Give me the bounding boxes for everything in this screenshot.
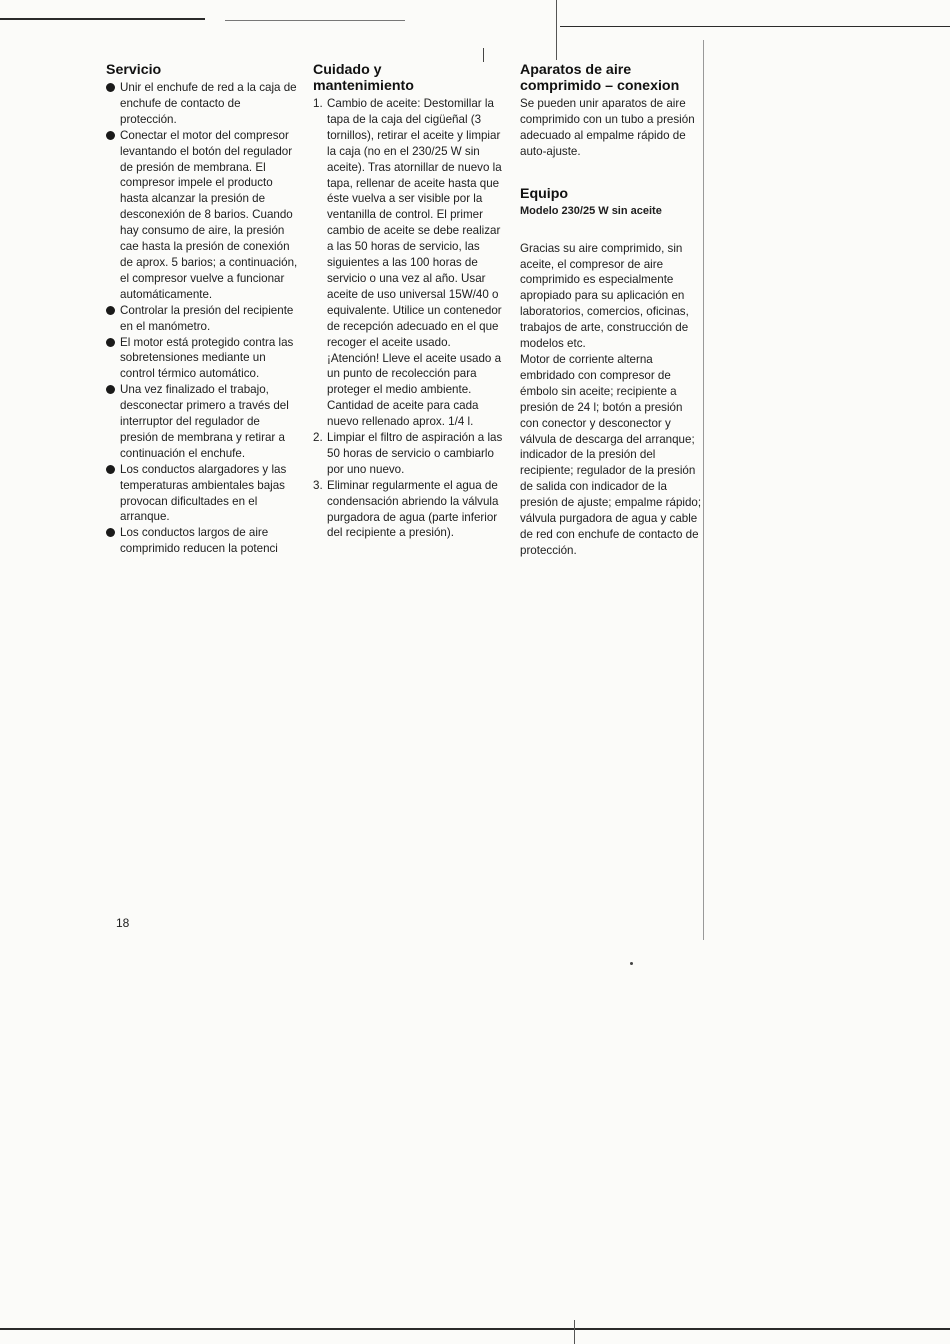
- bullet-icon: [106, 83, 115, 92]
- bullet-icon: [106, 131, 115, 140]
- fold-line-bottom: [574, 1320, 575, 1344]
- equipo-heading: Equipo: [520, 185, 569, 202]
- list-item: Unir el enchufe de red a la caja de enchufe de contacto de protección.: [106, 80, 298, 128]
- bullet-icon: [106, 385, 115, 394]
- list-item: Conectar el motor del compresor levantando el botón del regulador de presión de membrana. El compresor impele el producto hasta alcanzar la presión de desconexión de 8 barios. Cuando hay consumo de aire, la presión cae hasta la presión de conexión de aprox. 5 barios; a continuación, el compresor vuelve a funcionar automáticamente.: [106, 128, 298, 303]
- top-rule-mid: [225, 20, 405, 21]
- servicio-heading: Servicio: [106, 62, 162, 78]
- bullet-icon: [106, 306, 115, 315]
- cuidado-section: [313, 62, 503, 541]
- model-subheading: Modelo 230/25 W sin aceite: [520, 204, 662, 217]
- top-rule-left: [0, 18, 205, 20]
- list-item: Los conductos largos de aire comprimido reducen la potenci: [106, 525, 298, 557]
- list-item: 2. Limpiar el filtro de aspiración a las 50 horas de servicio o cambiarlo por uno nuevo.: [313, 431, 503, 476]
- aparatos-section: [520, 62, 702, 559]
- bullet-icon: [106, 528, 115, 537]
- bottom-rule: [0, 1328, 950, 1330]
- right-edge-line: [703, 40, 704, 940]
- cuidado-heading: Cuidado y mantenimiento: [313, 62, 414, 94]
- fold-line: [556, 0, 557, 60]
- list-item: 3. Eliminar regularmente el agua de condensación abriendo la válvula purgadora de agua (parte inferior del recipiente a presión).: [313, 478, 499, 540]
- speck: [630, 962, 633, 965]
- servicio-section: [106, 62, 298, 557]
- aparatos-heading: Aparatos de aire comprimido – conexion: [520, 62, 680, 94]
- list-item: Los conductos alargadores y las temperaturas ambientales bajas provocan dificultades en el arranque.: [106, 462, 298, 526]
- bullet-icon: [106, 338, 115, 347]
- aparatos-text: Se pueden unir aparatos de aire comprimido con un tubo a presión adecuado al empalme rápido de auto-ajuste.: [520, 97, 695, 158]
- top-rule-right: [560, 26, 950, 27]
- list-item: Controlar la presión del recipiente en el manómetro.: [106, 303, 298, 335]
- list-item: Una vez finalizado el trabajo, desconectar primero a través del interruptor del regulador de presión de membrana y retirar a continuación el enchufe.: [106, 382, 298, 462]
- cuidado-steps: [313, 96, 503, 541]
- servicio-list: [106, 80, 298, 557]
- equipo-paragraph-2: Motor de corriente alterna embridado con compresor de émbolo sin aceite; recipiente a presión de 24 l; botón a presión con conector y desconector y válvula de descarga del arranque; indicador de la presión del recipiente; regulador de la presión de salida con indicador de la presión de ajuste; empalme rápido; válvula purgadora de agua y cable de red con enchufe de contacto de protección.: [520, 352, 702, 557]
- list-item: El motor está protegido contra las sobretensiones mediante un control térmico automático.: [106, 335, 298, 383]
- speck: [483, 48, 484, 62]
- page-number: 18: [116, 916, 130, 930]
- equipo-paragraph-1: Gracias su aire comprimido, sin aceite, el compresor de aire comprimido es especialmente apropiado para su aplicación en laboratorios, comercios, oficinas, trabajos de arte, construcción de modelos etc.: [520, 241, 689, 351]
- list-item: 1. Cambio de aceite: Destomillar la tapa de la caja del cigüeñal (3 tornillos), retirar el aceite y limpiar la caja (no en el 230/25 W sin aceite). Tras atornillar de nuevo la tapa, rellenar de aceite hasta que éste vuelva a ser visible por la ventanilla de control. El primer cambio de aceite se debe realizar a las 50 horas de servicio, las siguientes a las 100 horas de servicio o una vez al año. Usar aceite de uso universal 15W/40 o equivalente. Utilice un contenedor de recepción adecuado en el que recoger el aceite usado. ¡Atención! Lleve el aceite usado a un punto de recolección para proteger el medio ambiente. Cantidad de aceite para cada nuevo rellenado aprox. 1/4 l.: [313, 97, 502, 429]
- bullet-icon: [106, 465, 115, 474]
